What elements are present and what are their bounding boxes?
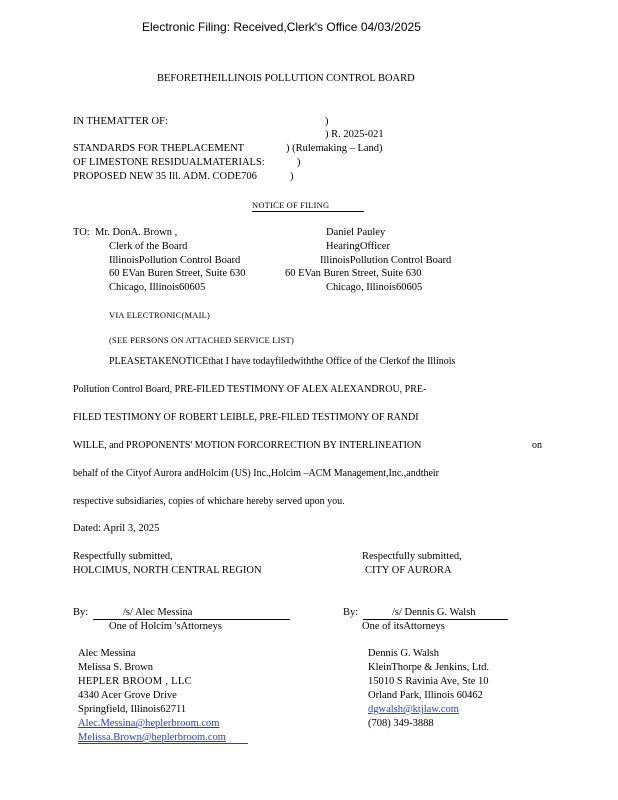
body-line-end: on bbox=[532, 440, 542, 451]
caption-paren: ) bbox=[290, 171, 294, 182]
firm-name: HEPLER BROOM , LLC bbox=[78, 676, 192, 687]
caption-in-matter: IN THEMATTER OF: bbox=[73, 116, 168, 127]
by-label: By: bbox=[343, 607, 359, 618]
via-electronic-mail: VIA ELECTRONIC(MAIL) bbox=[109, 310, 211, 320]
party-name: CITY OF AURORA bbox=[365, 565, 452, 576]
recipient-name: Daniel Pauley bbox=[326, 227, 386, 238]
email-link[interactable]: dgwalsh@ktjlaw.com bbox=[368, 704, 459, 715]
body-line: behalf of the Cityof Aurora andHolcim (US) Inc.,Holcim –ACM Management,Inc.,andtheir bbox=[73, 468, 440, 479]
caption-line3: OF LIMESTONE RESIDUALMATERIALS: bbox=[73, 157, 265, 168]
address-line: Dennis G. Walsh bbox=[368, 648, 439, 659]
address-line: Melissa S. Brown bbox=[78, 662, 153, 673]
notice-heading-underline bbox=[252, 211, 364, 212]
body-line: Pollution Control Board, PRE-FILED TESTIMONY OF ALEX ALEXANDROU, PRE- bbox=[73, 384, 427, 395]
signature: /s/ Dennis G. Walsh bbox=[392, 607, 476, 618]
address-line: Springfield, Illinois62711 bbox=[78, 704, 187, 715]
recipient-org: IllinoisPollution Control Board bbox=[109, 255, 241, 266]
body-line: WILLE, and PROPONENTS' MOTION FORCORRECTION BY INTERLINEATION bbox=[73, 440, 422, 451]
address-line: 15010 S Ravinia Ave, Ste 10 bbox=[368, 676, 489, 687]
attorney-role: One of Holcim 'sAttorneys bbox=[109, 621, 222, 632]
respectfully-submitted: Respectfully submitted, bbox=[362, 551, 462, 562]
signature: /s/ Alec Messina bbox=[123, 607, 193, 618]
address-line: Alec Messina bbox=[78, 648, 136, 659]
address-line: KleinThorpe & Jenkins, Ltd. bbox=[368, 662, 490, 673]
see-persons-note: (SEE PERSONS ON ATTACHED SERVICE LIST) bbox=[109, 335, 294, 345]
to-label: TO: bbox=[73, 227, 90, 238]
body-line: respective subsidiaries, copies of whichare hereby served upon you. bbox=[73, 496, 345, 507]
signature-line bbox=[93, 619, 290, 620]
recipient-title: Clerk of the Board bbox=[109, 241, 188, 252]
board-title: BEFORETHEILLINOIS POLLUTION CONTROL BOARD bbox=[157, 73, 415, 84]
efiling-header: Electronic Filing: Received,Clerk's Office 04/03/2025 bbox=[142, 20, 421, 34]
docket-number: ) R. 2025-021 bbox=[325, 129, 384, 140]
date-line: Dated: April 3, 2025 bbox=[73, 523, 160, 534]
signature-line bbox=[363, 619, 508, 620]
recipient-street: 60 EVan Buren Street, Suite 630 bbox=[109, 268, 246, 279]
body-line: PLEASETAKENOTICEthat I have todayfiledwiththe Office of the Clerkof the Illinois bbox=[109, 356, 456, 367]
rulemaking-type: ) (Rulemaking – Land) bbox=[286, 143, 383, 154]
party-name: HOLCIMUS, NORTH CENTRAL REGION bbox=[73, 565, 262, 576]
recipient-city: Chicago, Illinois60605 bbox=[326, 282, 423, 293]
recipient-street: 60 EVan Buren Street, Suite 630 bbox=[285, 268, 422, 279]
phone-number: (708) 349-3888 bbox=[368, 718, 434, 729]
caption-line4: PROPOSED NEW 35 Ill. ADM. CODE706 bbox=[73, 171, 257, 182]
respectfully-submitted: Respectfully submitted, bbox=[73, 551, 173, 562]
recipient-name: Mr. DonA. Brown , bbox=[95, 227, 178, 238]
address-line: Orland Park, Illinois 60462 bbox=[368, 690, 483, 701]
address-line: 4340 Acer Grove Drive bbox=[78, 690, 177, 701]
caption-paren: ) bbox=[325, 116, 329, 127]
email-link[interactable]: Alec.Messina@heplerbroom.com bbox=[78, 718, 220, 729]
recipient-city: Chicago, Illinois60605 bbox=[109, 282, 206, 293]
recipient-title: HearingOfficer bbox=[326, 241, 390, 252]
recipient-org: IllinoisPollution Control Board bbox=[320, 255, 452, 266]
attorney-role: One of itsAttorneys bbox=[362, 621, 445, 632]
caption-line2: STANDARDS FOR THEPLACEMENT bbox=[73, 143, 245, 154]
email-link[interactable]: Melissa.Brown@heplerbroom.com bbox=[78, 732, 226, 743]
email-underline bbox=[78, 743, 248, 744]
notice-heading: NOTICE OF FILING bbox=[252, 200, 330, 210]
body-line: FILED TESTIMONY OF ROBERT LEIBLE, PRE-FILED TESTIMONY OF RANDI bbox=[73, 412, 419, 423]
by-label: By: bbox=[73, 607, 89, 618]
caption-paren: ) bbox=[297, 157, 301, 168]
